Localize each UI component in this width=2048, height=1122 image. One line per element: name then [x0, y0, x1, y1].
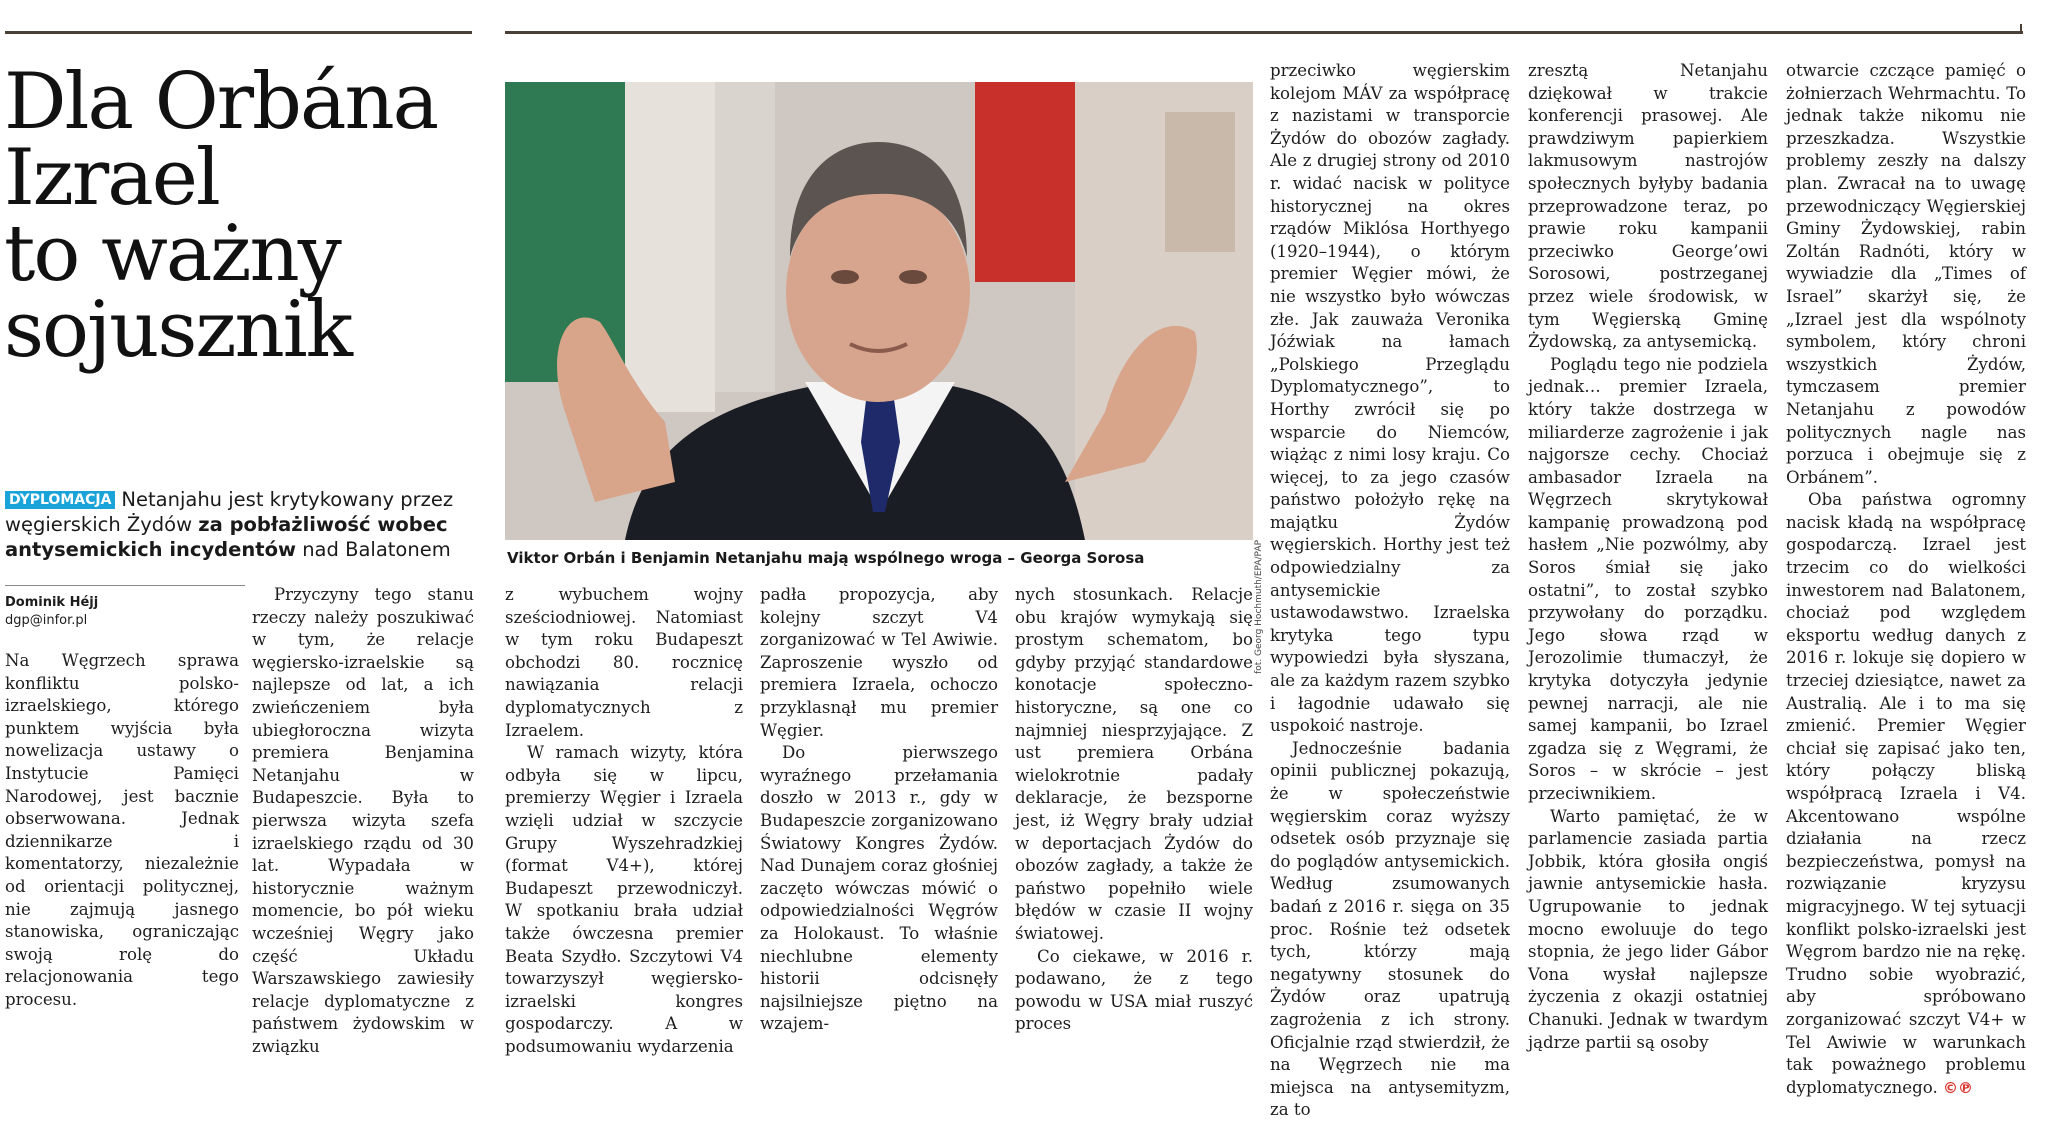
author-divider	[5, 585, 245, 586]
lead-text-end: nad Balatonem	[296, 538, 451, 561]
lead-text-bold: za pobłażliwość wobec antysemickich incydentów	[5, 513, 448, 561]
paragraph: padła propozycja, aby kolejny szczyt V4 zorganizować w Tel Awiwie. Zaproszenie wyszło od premiera Izraela, ochoczo przyklasnął mu premier Węgier.	[760, 585, 998, 740]
paragraph: Przyczyny tego stanu rzeczy należy poszukiwać w tym, że relacje węgiersko-izraelskie są najlepsze od lat, a ich zwieńczeniem była ubiegłoroczna wizyta premiera Benjamina Netanjahu w Budapeszcie. Była to pierwsza wizyta szefa izraelskiego rządu od 30 lat. Wypadała w historycznie ważnym momencie, bo pół wieku wcześniej Węgry jako część Układu Warszawskiego zawiesiły relacje dyplomatyczne z państwem żydowskim w związku	[252, 585, 474, 1056]
photo-credit: fot. Georg Hochmuth/EPA/PAP	[1254, 540, 1264, 674]
article-column-7	[1528, 60, 1768, 1054]
top-rule-left	[5, 31, 472, 34]
article-column-3	[505, 584, 743, 1058]
paragraph: Do pierwszego wyraźnego przełamania doszło w 2013 r., gdy w Budapeszcie zorganizowano Światowy Kongres Żydów. Nad Dunajem coraz głośniej zaczęto wówczas mówić o odpowiedzialności Węgrów za Holokaust. To właśnie niechlubne elementy historii odcisnęły najsilniejsze piętno na wzajem-	[760, 743, 998, 1034]
article-photo	[505, 82, 1253, 540]
section-tag: DYPLOMACJA	[5, 491, 115, 509]
author-block	[5, 594, 245, 630]
article-column-1	[5, 650, 239, 1012]
paragraph: zresztą Netanjahu dziękował w trakcie konferencji prasowej. Ale prawdziwym papierkiem lakmusowym nastrojów społecznych byłyby badania przeprowadzone teraz, po prawie roku kampanii przeciwko George’owi Sorosowi, postrzeganej przez wiele środowisk, w tym Węgierską Gminę Żydowską, za antysemicką.	[1528, 61, 1768, 352]
photo-orban-illustration	[505, 82, 1253, 540]
article-column-8	[1786, 60, 2026, 1099]
end-mark-logo: ©℗	[1943, 1078, 1974, 1097]
paragraph: z wybuchem wojny sześciodniowej. Natomiast w tym roku Budapeszt obchodzi 80. rocznicę nawiązania relacji dyplomatycznych z Izraelem.	[505, 585, 743, 740]
paragraph	[1786, 489, 2026, 1099]
paragraph: nych stosunkach. Relacje obu krajów wymykają się prostym schematom, bo gdyby przyjąć standardowe konotacje społeczno-historyczne, są one co najmniej niesprzyjające. Z ust premiera Orbána wielokrotnie padały deklaracje, że bezsporne jest, iż Węgry brały udział w deportacjach Żydów do obozów zagłady, a także że państwo popełniło wiele błędów w czasie II wojny światowej.	[1015, 585, 1253, 943]
paragraph: Poglądu tego nie podziela jednak… premier Izraela, który także dostrzega w miliarderze zagrożenie i jak najgorsze cechy. Chociaż ambasador Izraela na Węgrzech skrytykował kampanię prowadzoną pod hasłem „Nie pozwólmy, aby Soros śmiał się jako ostatni”, to został szybko przywołany do porządku. Jego słowa rząd w Jerozolimie tłumaczył, że krytyka dotyczyła jedynie pewnej narracji, ale nie samej kampanii, bo Izrael zgadza się z Węgrami, że Soros – w skrócie – jest przeciwnikiem.	[1528, 354, 1768, 803]
lead-paragraph	[5, 487, 475, 562]
paragraph: Co ciekawe, w 2016 r. podawano, że z tego powodu w USA miał ruszyć proces	[1015, 946, 1253, 1034]
top-rule-tick	[2020, 24, 2022, 34]
author-email[interactable]: dgp@infor.pl	[5, 613, 88, 628]
paragraph: Warto pamiętać, że w parlamencie zasiada partia Jobbik, która głosiła ongiś jawnie antysemickie hasła. Ugrupowanie to jednak mocno ewoluuje do tego stopnia, że jego lider Gábor Vona wysłał najlepsze życzenia z okazji ostatniej Chanuki. Jednak w twardym jądrze partii są osoby	[1528, 806, 1768, 1052]
author-name: Dominik Héjj	[5, 595, 99, 610]
top-rule-right	[505, 31, 2023, 34]
headline-line-4: sojusznik	[4, 285, 351, 375]
paragraph: Na Węgrzech sprawa konfliktu polsko-izraelskiego, którego punktem wyjścia była nowelizacja ustawy o Instytucie Pamięci Narodowej, jest bacznie obserwowana. Jednak dziennikarze i komentatorzy, niezależnie od orientacji politycznej, nie zajmują jasnego stanowiska, ograniczając swoją rolę do relacjonowania tego procesu.	[5, 651, 239, 1009]
article-column-6	[1270, 60, 1510, 1122]
lead-text: Netanjahu jest krytykowany przez węgierskich Żydów	[5, 488, 454, 536]
article-column-4	[760, 584, 998, 1036]
paragraph-text: Oba państwa ogromny nacisk kładą na współpracę gospodarczą. Izrael jest trzecim co do wielkości inwestorem nad Balatonem, chociaż pod względem eksportu według danych z 2016 r. lokuje się dopiero w trzeciej dziesiątce, nawet za Australią. Ale i to ma się zmienić. Premier Węgier chciał się zapisać jako ten, który połączy bliską współpracą Izraela i V4. Akcentowano wspólne działania na rzecz bezpieczeństwa, pomysł na rozwiązanie kryzysu migracyjnego. W tej sytuacji konflikt polsko-izraelski jest Węgrom bardzo nie na rękę. Trudno sobie wyobrazić, aby spróbowano zorganizować szczyt V4+ w Tel Awiwie w warunkach tak poważnego problemu dyplomatycznego.	[1786, 490, 2026, 1097]
paragraph: W ramach wizyty, która odbyła się w lipcu, premierzy Węgier i Izraela wzięli udział w szczycie Grupy Wyszehradzkiej (format V4+), której Budapeszt przewodniczył. W spotkaniu brała udział także ówczesna premier Beata Szydło. Szczytowi V4 towarzyszył węgiersko-izraelski kongres gospodarczy. A w podsumowaniu wydarzenia	[505, 743, 743, 1056]
headline	[4, 57, 484, 375]
headline-line-1: Dla Orbána	[4, 57, 438, 147]
article-column-2	[252, 584, 474, 1058]
headline-line-2: Izrael	[4, 133, 219, 223]
paragraph: otwarcie czczące pamięć o żołnierzach Wehrmachtu. To jednak także nikomu nie przeszkadza. Wszystkie problemy zeszły na dalszy plan. Zwracał na to uwagę przewodniczący Węgierskiej Gminy Żydowskiej, rabin Zoltán Radnóti, który w wywiadzie dla „Times of Israel” skarżył się, że „Izrael jest dla wspólnoty symbolem, który chroni wszystkich Żydów, tymczasem premier Netanjahu z powodów politycznych nagle nas porzuca i obejmuje się z Orbánem”.	[1786, 61, 2026, 487]
paragraph: przeciwko węgierskim kolejom MÁV za współpracę z nazistami w transporcie Żydów do obozów zagłady. Ale z drugiej strony od 2010 r. widać nacisk w polityce historycznej na okres rządów Miklósa Horthyego (1920–1944), o którym premier Węgier mówi, że nie wszystko było wówczas złe. Jak zauważa Veronika Jóźwiak na łamach „Polskiego Przeglądu Dyplomatycznego”, to Horthy zwrócił się po wsparcie do Niemców, wiążąc z nimi losy kraju. Co więcej, to za jego czasów państwo położyło rękę na majątku Żydów węgierskich. Horthy jest też odpowiedzialny za antysemickie ustawodawstwo. Izraelska krytyka tego typu wypowiedzi była słyszana, ale za każdym razem szybko i łagodnie udawało się uspokoić nastroje.	[1270, 61, 1510, 736]
headline-line-3: to ważny	[4, 209, 340, 299]
article-column-5	[1015, 584, 1253, 1036]
photo-caption: Viktor Orbán i Benjamin Netanjahu mają wspólnego wroga – Georga Sorosa	[507, 549, 1145, 567]
paragraph: Jednocześnie badania opinii publicznej pokazują, że w społeczeństwie węgierskim coraz wyższy odsetek osób przyznaje się do poglądów antysemickich. Według zsumowanych badań z 2016 r. sięga on 35 proc. Rośnie też odsetek tych, którzy mają negatywny stosunek do Żydów oraz upatrują zagrożenia z ich strony. Oficjalnie rząd stwierdził, że na Węgrzech nie ma miejsca na antysemityzm, za to	[1270, 738, 1510, 1120]
